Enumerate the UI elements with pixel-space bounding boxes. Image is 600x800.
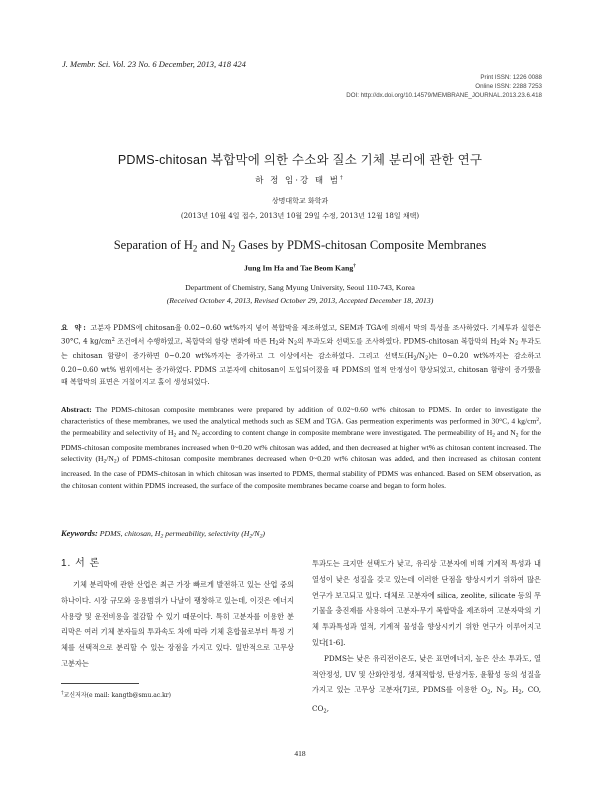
- title-en-part: and N: [197, 238, 231, 252]
- authors-english: [0, 263, 600, 273]
- body-text: PDMS는 낮은 유리전이온도, 낮은 표면에너지, 높은 산소 투과도, 열적안정성, UV 및 산화안정성, 생체적합성, 탄성거동, 윤활성 등의 성질을 가지고 있는 고무상 고분자[7]로, PDMS를 이용한 O: [312, 653, 541, 695]
- footnote-mark: †: [61, 690, 64, 696]
- subscript: 2: [492, 432, 495, 439]
- corresponding-mark: †: [340, 175, 345, 182]
- subscript: 2: [487, 689, 491, 696]
- affiliation-korean: 상명대학교 화학과: [271, 197, 329, 205]
- authors-korean: [0, 174, 600, 186]
- corresponding-mark: †: [353, 263, 356, 269]
- title-english: [0, 238, 600, 253]
- footnote: [61, 690, 171, 699]
- subscript: 2: [197, 432, 200, 439]
- abstract-text: for the PDMS-chitosan composite membranes increased when 0~0.20 wt% chitosan was added, and then decreased at higher wt% as chitosan content increased. The selectivity (H: [61, 428, 542, 464]
- superscript: 2: [536, 417, 540, 424]
- subscript: 2: [173, 432, 177, 439]
- body-text: , H: [506, 685, 519, 695]
- footnote-text: 교신저자(e mail: kangtb@smu.ac.kr): [63, 692, 171, 699]
- subscript: 2: [293, 340, 298, 347]
- subscript: 2: [275, 340, 279, 347]
- subscript: 2: [413, 354, 417, 361]
- page-number: 418: [294, 749, 306, 758]
- authors-korean-names: 하 정 임·강 태 범: [255, 176, 341, 186]
- subscript: 2: [160, 533, 164, 540]
- dates-korean: (2013년 10월 4일 접수, 2013년 10월 29일 수정, 2013년 12월 18일 채택): [180, 212, 420, 220]
- subscript: 2: [502, 689, 507, 696]
- title-en-sub: 2: [230, 243, 236, 254]
- subscript: 2: [496, 340, 500, 347]
- keywords: [61, 528, 541, 539]
- print-issn: Print ISSN: 1226 0088: [480, 74, 542, 81]
- subscript: 2: [515, 340, 519, 347]
- body-paragraph: 투과도는 크지만 선택도가 낮고, 유리상 고분자에 비해 기계적 특성과 내열성이 낮은 성질을 갖고 있는데 이러한 단점을 향상시키기 위하여 많은 연구가 보고되고 있다. 대체로 고분자에 silica, zeolite, silicate 등의 무기물을 충진제를 사용하여 고분자-무기 복합막을 제조하여 고분자막의 기체 투과특성과 열적, 기계적 물성을 향상시키기 위한 연구가 이루어지고 있다[1-6].: [312, 559, 541, 647]
- subscript: 2: [103, 458, 107, 465]
- subscript: 2: [518, 689, 522, 696]
- abstract-text: )는 0~0.20 wt%까지는 감소하고 0.20~0.60 wt% 범위에서는 증가하였다. PDMS 고분자에 chitosan이 도입되어졌을 때 PDMS의 열적 안정성이 향상되었고, chitosan 함량이 증가했을 때 복합막의 표면은 거칠어지고 홀이 생성되었다.: [61, 351, 541, 386]
- abstract-english: [61, 404, 541, 491]
- abstract-text: and N: [176, 428, 198, 438]
- journal-citation: J. Membr. Sci. Vol. 23 No. 6 December, 2013, 418 424: [62, 59, 246, 69]
- body-text: , N: [490, 685, 503, 695]
- abstract-text: 와 N: [278, 337, 294, 346]
- abstract-text: 와 N: [499, 337, 516, 346]
- subscript: 2: [113, 458, 117, 465]
- abstract-korean-label: 요 약:: [61, 323, 88, 332]
- abstract-text: /N: [416, 351, 425, 360]
- abstract-text: , the permeability and selectivity of H: [61, 416, 541, 438]
- keywords-text: /N: [252, 529, 260, 538]
- title-korean: PDMS-chitosan 복합막에 의한 수소와 질소 기체 분리에 관한 연구: [117, 153, 483, 167]
- subscript: 2: [515, 432, 519, 439]
- title-en-sub: 2: [192, 243, 198, 254]
- subscript: 2: [249, 533, 253, 540]
- abstract-english-label: Abstract:: [61, 405, 92, 414]
- subscript: 2: [259, 533, 263, 540]
- body-column-right: [312, 556, 541, 721]
- abstract-text: ) of PDMS-chitosan composite membranes decreased when 0~0.20 wt% chitosan was added, and then increased as chitosan content increased. In the case of PDMS-chitosan in which chitosan was inserted to PDMS, thermal stability of PDMS was enhanced. Based on SEM observation, as the chitosan content within PDMS increased, the surface of the composite membranes became coarse and began to form holes.: [61, 454, 541, 490]
- abstract-text: and N: [494, 428, 516, 438]
- body-paragraph: 기체 분리막에 관한 산업은 최근 가장 빠르게 발전하고 있는 산업 중의 하나이다. 시장 규모와 응용범위가 나날이 팽창하고 있는데, 이것은 에너지 사용량 및 운전비용을 절감할 수 있기 때문이다. 특히 고분자를 이용한 분리막은 여러 기체 분자들의 투과속도 차에 따라 기체 혼합물로부터 특정 기체를 선택적으로 분리할 수 있는 장점을 가지고 있다. 일반적으로 고무상 고분자는: [61, 580, 294, 668]
- subscript: 2: [323, 708, 327, 715]
- abstract-text: 의 투과도와 선택도를 조사하였다. PDMS-chitosan 복합막의 H: [297, 337, 497, 346]
- section-heading-introduction: 1. 서 론: [61, 558, 101, 569]
- abstract-text: 조건에서 수행하였고, 복합막의 함량 변화에 따른 H: [114, 337, 276, 346]
- affiliation-english: Department of Chemistry, Sang Myung University, Seoul 110-743, Korea: [185, 283, 415, 292]
- doi-link[interactable]: DOI: http://dx.doi.org/10.14579/MEMBRANE_JOURNAL.2013.23.6.418: [346, 92, 542, 99]
- body-text: ,: [326, 704, 329, 714]
- keywords-label: Keywords:: [61, 528, 98, 538]
- title-en-part: Gases by PDMS-chitosan Composite Membranes: [235, 238, 487, 252]
- keywords-text: PDMS, chitosan, H: [97, 529, 161, 538]
- title-en-part: Separation of H: [113, 238, 193, 252]
- authors-english-names: Jung Im Ha and Tae Beom Kang: [244, 263, 354, 273]
- dates-english: (Received October 4, 2013, Revised October 29, 2013, Accepted December 18, 2013): [166, 296, 434, 305]
- abstract-text: /N: [106, 454, 114, 464]
- abstract-text: according to content change in composite membrane were investigated. The permeability of H: [199, 428, 493, 438]
- abstract-text: The PDMS-chitosan composite membranes were prepared by addition of 0.02~0.60 wt% chitosan to PDMS. In order to investigate the characteristics of these membranes, we used the analytical methods such as SEM and TGA. Gas permeation experiments was performed in 30°C, 4 kg/cm: [61, 405, 541, 426]
- superscript: 2: [111, 337, 115, 343]
- subscript: 2: [425, 354, 429, 361]
- footnote-rule: [61, 683, 139, 684]
- online-issn: Online ISSN: 2288 7253: [475, 83, 542, 90]
- keywords-text: permeability, selectivity (H: [163, 529, 250, 538]
- body-text: , CO, CO: [312, 685, 541, 714]
- abstract-korean: [61, 322, 541, 388]
- body-paragraph: [312, 651, 541, 721]
- abstract-text: 고분자 PDMS에 chitosan을 0.02~0.60 wt%까지 넣어 복합막을 제조하였고, SEM과 TGA에 의해서 막의 특성을 조사하였다. 기체투과 실험은 30°C, 4 kg/cm: [61, 324, 541, 346]
- abstract-text: 투과도는 chitosan 함량이 증가하면 0~0.20 wt%까지는 증가하고 그 이상에서는 감소하였다. 그리고 선택도(H: [61, 337, 541, 360]
- keywords-text: ): [262, 529, 266, 538]
